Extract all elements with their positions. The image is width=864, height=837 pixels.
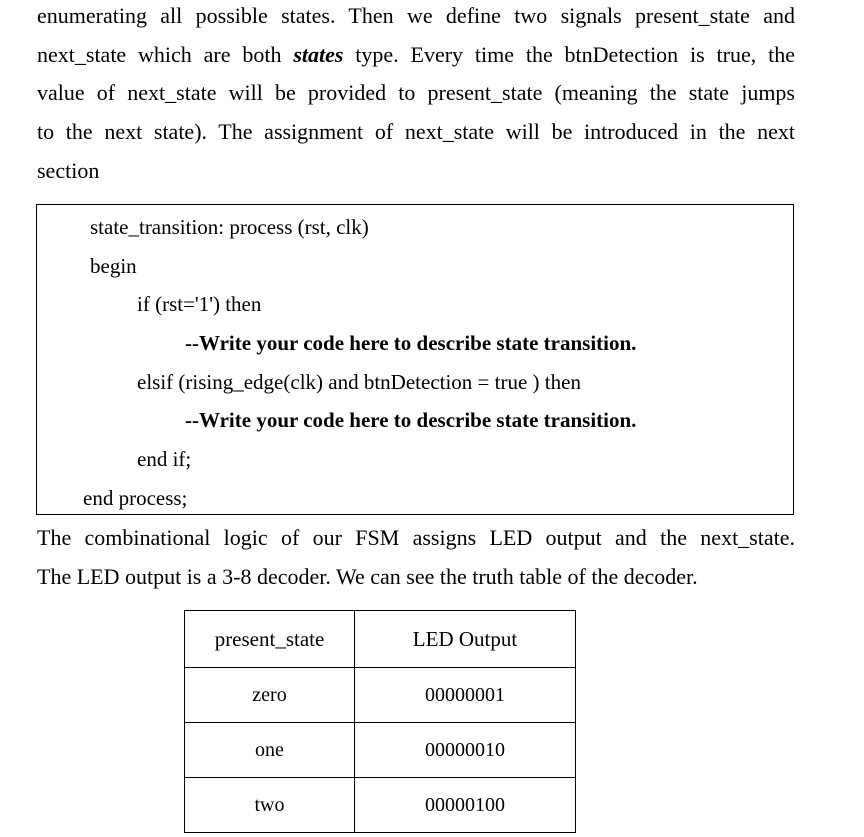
code-line-if: if (rst='1') then bbox=[137, 292, 262, 316]
code-line-comment-2: --Write your code here to describe state transition. bbox=[185, 408, 637, 432]
table-header-row bbox=[185, 611, 576, 668]
code-line-end-if: end if; bbox=[137, 447, 192, 471]
table-row bbox=[185, 778, 576, 833]
cell-led: 00000010 bbox=[355, 723, 576, 778]
intro-line-2-part-a: next_state which are both bbox=[37, 42, 294, 67]
after-line-1-text: The combinational logic of our FSM assigns LED output and the next_state. bbox=[37, 525, 795, 550]
code-line-elsif: elsif (rising_edge(clk) and btnDetection = true ) then bbox=[137, 370, 581, 394]
code-line-begin: begin bbox=[90, 254, 137, 278]
cell-led: 00000001 bbox=[355, 668, 576, 723]
intro-line-2 bbox=[37, 35, 795, 74]
after-line-1 bbox=[37, 518, 795, 557]
table-row bbox=[185, 668, 576, 723]
intro-line-2-part-c: type. Every time the btnDetection is true, the bbox=[343, 42, 795, 67]
cell-state: two bbox=[185, 778, 355, 833]
intro-line-1 bbox=[37, 0, 795, 35]
after-line-2: The LED output is a 3-8 decoder. We can see the truth table of the decoder. bbox=[37, 564, 698, 589]
table-row bbox=[185, 723, 576, 778]
intro-line-4 bbox=[37, 112, 795, 151]
cell-led: 00000100 bbox=[355, 778, 576, 833]
header-led-output: LED Output bbox=[355, 611, 576, 668]
intro-line-2-text bbox=[37, 35, 795, 74]
intro-line-5-text: section bbox=[37, 158, 100, 183]
header-present-state: present_state bbox=[185, 611, 355, 668]
intro-line-1-text: enumerating all possible states. Then we define two signals present_state and bbox=[37, 3, 795, 28]
cell-state: one bbox=[185, 723, 355, 778]
intro-emphasis-states: states bbox=[293, 42, 344, 67]
truth-table bbox=[184, 610, 576, 833]
code-line-process: state_transition: process (rst, clk) bbox=[90, 215, 369, 239]
code-line-end-process: end process; bbox=[83, 486, 188, 510]
intro-line-5 bbox=[37, 151, 795, 190]
intro-line-4-text: to the next state). The assignment of next_state will be introduced in the next bbox=[37, 119, 795, 144]
code-line-comment-1: --Write your code here to describe state transition. bbox=[185, 331, 637, 355]
code-block bbox=[36, 204, 794, 515]
cell-state: zero bbox=[185, 668, 355, 723]
intro-line-3-text: value of next_state will be provided to present_state (meaning the state jumps bbox=[37, 80, 795, 105]
intro-line-3 bbox=[37, 73, 795, 112]
